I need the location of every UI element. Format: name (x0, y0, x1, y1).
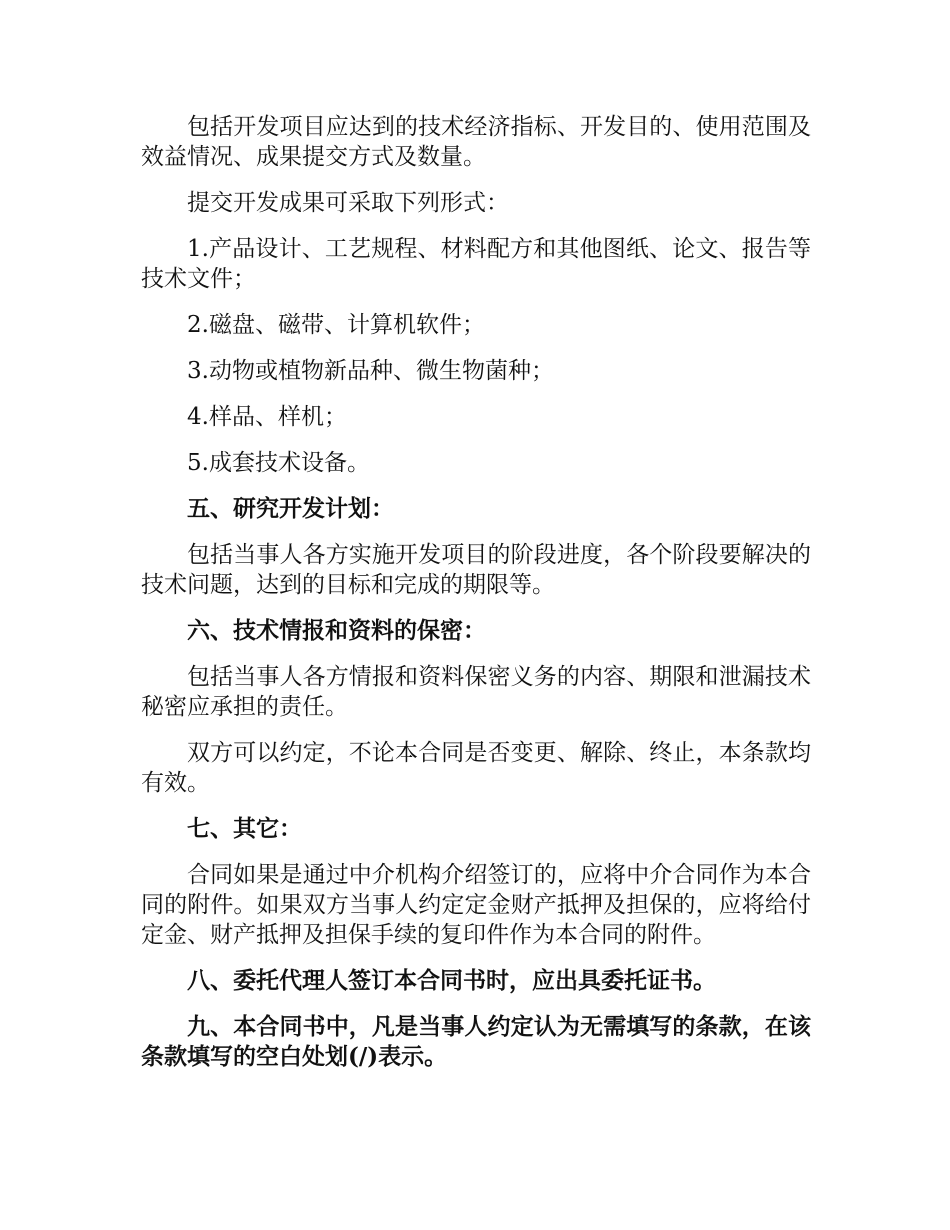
section-heading-rd-plan: 五、研究开发计划： (187, 495, 394, 522)
section-heading-other: 七、其它： (187, 815, 302, 842)
paragraph-confidentiality-validity: 双方可以约定，不论本合同是否变更、解除、终止，本条款均有效。 (141, 740, 811, 796)
paragraph-confidentiality: 包括当事人各方情报和资料保密义务的内容、期限和泄漏技术秘密应承担的责任。 (141, 664, 811, 720)
document-body (141, 112, 811, 1088)
paragraph-rd-plan: 包括当事人各方实施开发项目的阶段进度，各个阶段要解决的技术问题，达到的目标和完成的期限等。 (141, 542, 811, 598)
section-heading-confidentiality: 六、技术情报和资料的保密： (187, 617, 486, 644)
paragraph-deliverable-forms-intro: 提交开发成果可采取下列形式： (187, 190, 509, 216)
paragraph-deliverables-scope: 包括开发项目应达到的技术经济指标、开发目的、使用范围及效益情况、成果提交方式及数量。 (141, 114, 811, 170)
list-item-technical-documents: 1.产品设计、工艺规程、材料配方和其他图纸、论文、报告等技术文件； (141, 236, 811, 292)
list-item-new-varieties: 3.动物或植物新品种、微生物菌种； (187, 358, 554, 384)
list-item-equipment: 5.成套技术设备。 (187, 450, 370, 476)
section-heading-blank-fields: 九、本合同书中，凡是当事人约定认为无需填写的条款，在该条款填写的空白处划(/)表示。 (141, 1013, 811, 1070)
section-heading-agent-certificate: 八、委托代理人签订本合同书时，应出具委托证书。 (187, 967, 716, 994)
list-item-samples: 4.样品、样机； (187, 404, 347, 430)
paragraph-attachments: 合同如果是通过中介机构介绍签订的，应将中介合同作为本合同的附件。如果双方当事人约定定金财产抵押及担保的，应将给付定金、财产抵押及担保手续的复印件作为本合同的附件。 (141, 862, 811, 948)
list-item-disks-software: 2.磁盘、磁带、计算机软件； (187, 312, 485, 338)
